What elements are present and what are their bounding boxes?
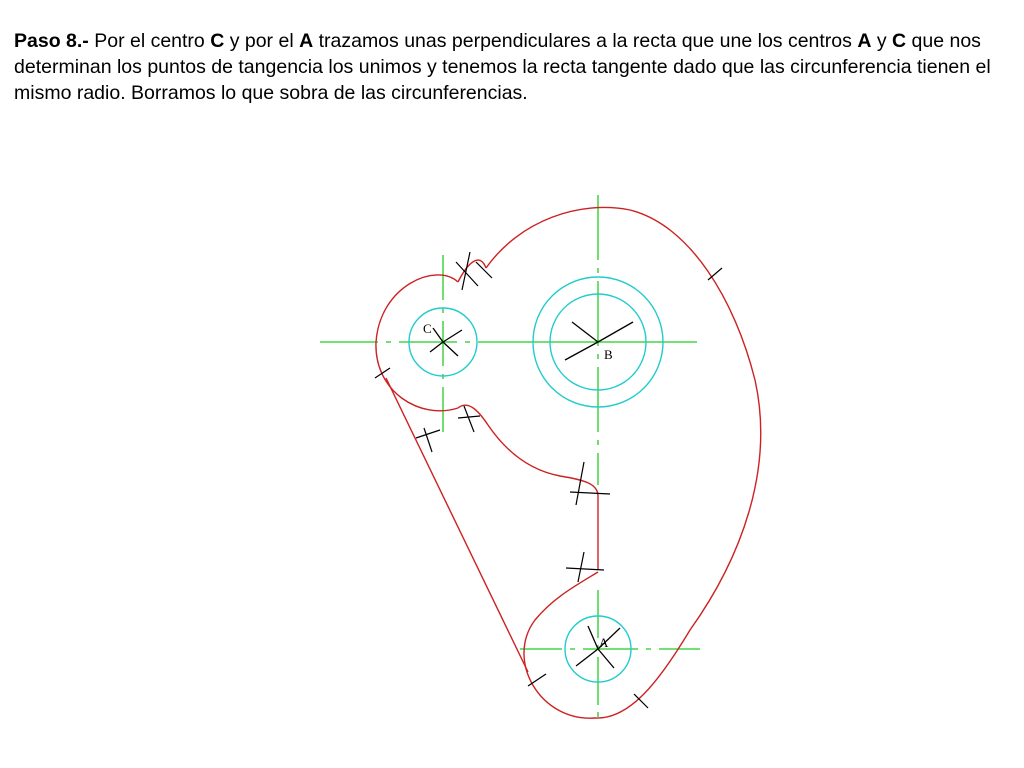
caption-text: y [871, 30, 893, 52]
radius-line [430, 342, 443, 352]
caption-text: trazamos unas perpendiculares a la recta que une los centros [313, 30, 858, 52]
radius-line [443, 330, 462, 342]
center-ref: A [857, 30, 872, 52]
radius-line [433, 328, 443, 342]
tick-mark [416, 430, 440, 438]
fillet-bottom [458, 405, 488, 425]
radius-line [443, 342, 458, 356]
radius-line [598, 649, 614, 668]
label-center-a: A [599, 635, 609, 650]
tick-mark [462, 252, 470, 290]
tick-mark [375, 368, 390, 378]
label-center-c: C [423, 321, 432, 336]
circles [409, 277, 663, 682]
tick-mark [464, 406, 474, 432]
center-ref: A [299, 30, 314, 52]
tangent-line [386, 378, 528, 672]
radius-line [576, 649, 598, 666]
radius-line [565, 342, 598, 360]
tick-mark [424, 428, 432, 452]
outline-arc-mid [488, 425, 598, 496]
outline-arc-a [524, 572, 598, 718]
caption-text: que nos determinan los puntos de tangencia los unimos y tenemos la recta tangente dado que las circunferencia tienen el mismo radio. Borramos lo que sobra de las circunferencias. [14, 30, 991, 104]
radius-line [598, 322, 633, 342]
tick-mark [576, 462, 584, 505]
step-number: Paso 8.- [14, 30, 89, 52]
radius-line [572, 322, 598, 342]
radius-line [588, 626, 598, 649]
tick-mark [570, 492, 610, 494]
label-center-b: B [604, 347, 613, 362]
center-ref: C [210, 30, 225, 52]
outline-arc-c [376, 275, 458, 411]
tick-mark [578, 552, 584, 582]
caption-text: y por el [224, 30, 300, 52]
center-axes [320, 195, 700, 720]
center-ref: C [892, 30, 907, 52]
caption-text: Por el centro [88, 30, 211, 52]
